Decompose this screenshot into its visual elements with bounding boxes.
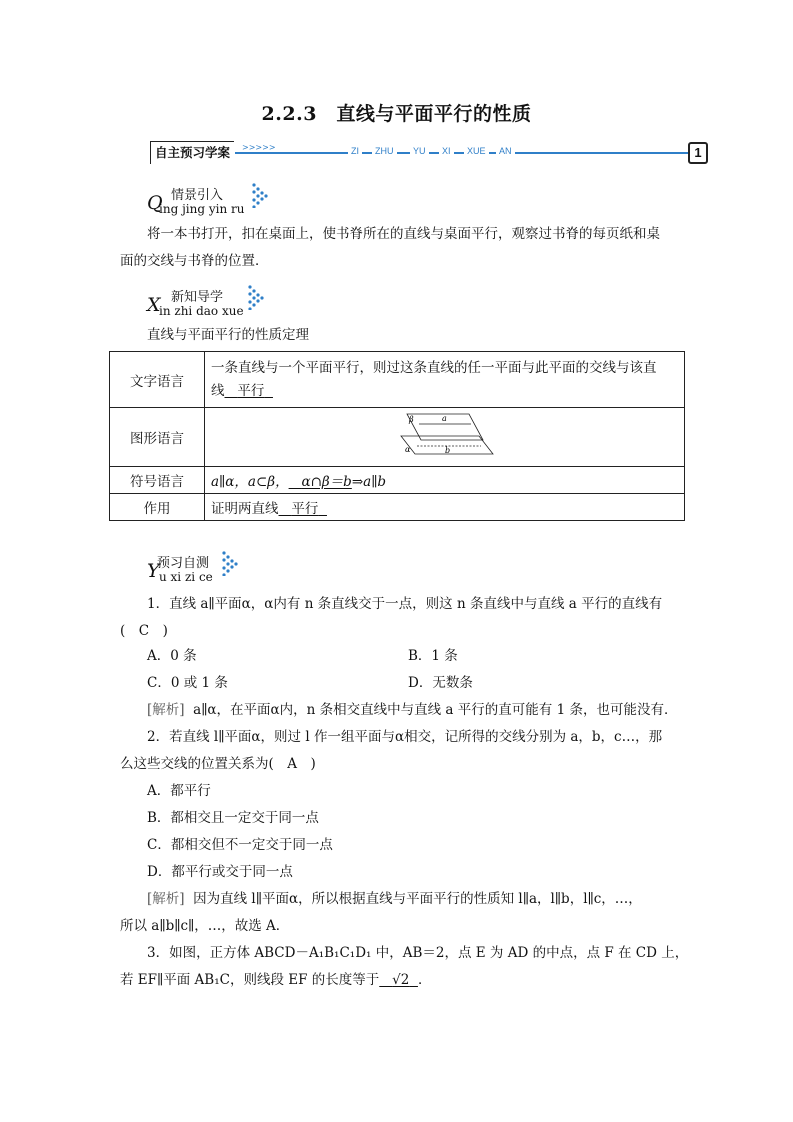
q1-option-c: C．0 或 1 条 [147,675,228,691]
banner-arrows: >>>>> [242,143,276,152]
label-a: a [441,414,447,423]
section-heading-yuxi [147,550,287,588]
banner-pinyin: XI [439,146,454,156]
row-head: 作用 [110,494,205,521]
row-content [205,494,685,521]
banner-line [235,152,688,154]
heading-capital: X [147,294,161,316]
heading-chinese: 情景引入 [171,188,224,203]
q1-option-a: A．0 条 [147,648,197,664]
text-line [211,380,678,403]
q1-stem-line-2: ( C ) [120,623,168,639]
q3-stem-line-1: 3．如图，正方体 ABCD－A₁B₁C₁D₁ 中，AB＝2，点 E 为 AD 的中点，点 F 在 CD 上， [147,945,689,961]
q1-option-d: D．无数条 [408,675,473,691]
q2-option-a: A．都平行 [147,783,211,799]
q2-analysis-line-1 [147,890,642,908]
answer-blank [379,972,418,988]
heading-capital: Q [147,192,163,214]
row-head: 符号语言 [110,467,205,494]
q2-option-c: C．都相交但不一定交于同一点 [147,837,333,853]
row-content [205,467,685,494]
analysis-text: 因为直线 l∥平面α，所以根据直线与平面平行的性质知 l∥a，l∥b，l∥c，…， [193,891,642,907]
heading-capital: Y [147,560,160,582]
answer-text: 平行 [291,501,319,517]
table-row [110,494,685,521]
answer-text: √2 [392,972,410,988]
theorem-table [109,351,685,521]
row-content [205,408,685,467]
banner-pinyin: YU [410,146,429,156]
row-head: 图形语言 [110,408,205,467]
heading-pinyin: in zhi dao xue [159,304,244,318]
label-b: b [444,446,450,455]
chevron-icon [247,284,265,310]
plane-figure [395,410,495,460]
label-beta: β [408,415,414,424]
text-line: 一条直线与一个平面平行，则过这条直线的任一平面与此平面的交线与该直 [211,359,657,376]
answer-blank [279,501,327,517]
theorem-title: 直线与平面平行的性质定理 [147,327,309,343]
text-fragment: 线 [211,382,225,399]
chevron-icon [251,182,269,208]
banner-pinyin: XUE [464,146,489,156]
row-head: 文字语言 [110,352,205,408]
heading-pinyin: u xi zi ce [159,570,213,584]
banner-pinyin: ZHU [372,146,397,156]
analysis-label: [解析] [147,702,185,718]
table-row [110,352,685,408]
q2-stem-line-2: 么这些交线的位置关系为( A ) [120,756,316,772]
analysis-label: [解析] [147,891,185,907]
banner-number: 1 [688,142,708,164]
q1-stem-line-1: 1．直线 a∥平面α，α内有 n 条直线交于一点，则这 n 条直线中与直线 a 平行的直线有 [147,596,663,612]
heading-pinyin: ing jing yin ru [159,202,245,216]
text-fragment: 证明两直线 [211,501,279,517]
section-heading-xinzhi [147,284,287,322]
answer-text: 平行 [237,382,265,399]
heading-chinese: 预习自测 [157,556,210,571]
q1-option-b: B．1 条 [408,648,458,664]
row-content [205,352,685,408]
q1-analysis [147,701,677,719]
symbol-pre: a∥α，a⊂β， [211,474,289,490]
page-title: 2.2.3 直线与平面平行的性质 [261,103,532,125]
analysis-text: a∥α，在平面α内，n 条相交直线中与直线 a 平行的直可能有 1 条，也可能没有． [193,702,678,718]
chevron-icon [221,550,239,576]
symbol-post: ⇒a∥b [351,474,387,490]
answer-text: α∩β＝b [301,474,352,490]
q3-text-end: ． [417,972,432,988]
intro-line-2: 面的交线与书脊的位置． [120,253,269,269]
label-alpha: α [404,445,410,454]
banner-pinyin: AN [496,146,515,156]
section-banner [150,141,710,163]
heading-chinese: 新知导学 [171,290,224,305]
q3-text: 若 EF∥平面 AB₁C，则线段 EF 的长度等于 [120,972,380,988]
q2-option-d: D．都平行或交于同一点 [147,864,293,880]
intro-line-1: 将一本书打开，扣在桌面上，使书脊所在的直线与桌面平行，观察过书脊的每页纸和桌 [147,226,660,242]
banner-pinyin: ZI [348,146,362,156]
q2-option-b: B．都相交且一定交于同一点 [147,810,319,826]
table-row [110,408,685,467]
table-row [110,467,685,494]
q3-stem-line-2 [120,971,431,989]
answer-blank [289,474,352,490]
section-heading-qingjing [147,182,287,220]
q2-stem-line-1: 2．若直线 l∥平面α，则过 l 作一组平面与α相交，记所得的交线分别为 a，b，c…，那 [147,729,663,745]
answer-blank [225,383,273,399]
q2-analysis-line-2: 所以 a∥b∥c∥，…，故选 A． [120,918,290,934]
banner-label: 自主预习学案 [150,141,234,164]
